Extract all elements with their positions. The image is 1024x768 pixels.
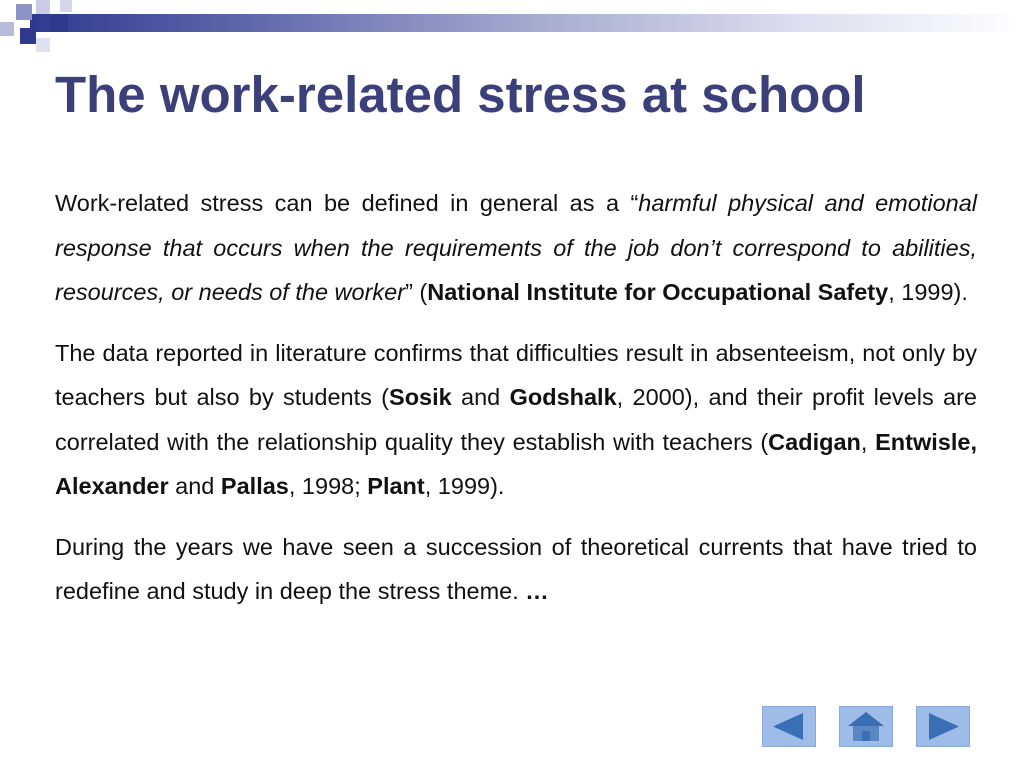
bold-text: National Institute for Occupational Safety <box>427 279 889 305</box>
text-run: During the years we have seen a succession of theoretical currents that have tried to redefine and study in deep the stress theme. <box>55 533 977 604</box>
text-run: and <box>168 473 221 499</box>
paragraph <box>55 525 977 614</box>
deco-square <box>36 38 50 52</box>
home-slide-button[interactable] <box>839 706 893 747</box>
triangle-right-icon <box>917 707 969 746</box>
deco-square <box>20 28 36 44</box>
slide-body <box>55 181 977 614</box>
text-run: , 1999). <box>424 473 505 499</box>
header-gradient-bar <box>30 14 1024 32</box>
bold-text: Sosik <box>389 384 452 410</box>
bold-text: Godshalk <box>509 384 617 410</box>
text-run: , 1999). <box>888 279 968 305</box>
deco-square <box>36 0 50 14</box>
bold-text: Pallas <box>220 473 289 499</box>
deco-square <box>16 4 32 20</box>
house-icon <box>840 707 892 746</box>
deco-square <box>60 0 72 12</box>
text-run: The data reported in literature confirms that difficulties result in absenteeism, not only by teachers but also by students ( <box>55 339 977 410</box>
text-run: Work-related stress can be defined in general as a “ <box>55 190 639 216</box>
text-run: , <box>860 428 876 455</box>
bold-text: Entwisle, Alexander <box>55 428 977 499</box>
text-run: , 1998; <box>288 473 368 499</box>
header-decoration <box>0 0 1024 60</box>
text-run: , 2000), and their profit levels are correlated with the relationship quality they establish with teachers ( <box>55 384 977 455</box>
deco-square <box>50 14 68 32</box>
previous-slide-button[interactable] <box>762 706 816 747</box>
italic-text: harmful physical and emotional response that occurs when the requirements of the job don’t correspond to abilities, resources, or needs of the worker <box>55 190 977 305</box>
deco-square <box>0 22 14 36</box>
text-run: ” ( <box>405 279 428 305</box>
bold-text: … <box>525 578 549 604</box>
slide-title: The work-related stress at school <box>55 66 866 123</box>
next-slide-button[interactable] <box>916 706 970 747</box>
paragraph <box>55 181 977 315</box>
text-run: and <box>451 384 510 410</box>
bold-text: Plant <box>367 473 425 499</box>
paragraph <box>55 331 977 509</box>
triangle-left-icon <box>763 707 815 746</box>
bold-text: Cadigan <box>768 428 861 455</box>
